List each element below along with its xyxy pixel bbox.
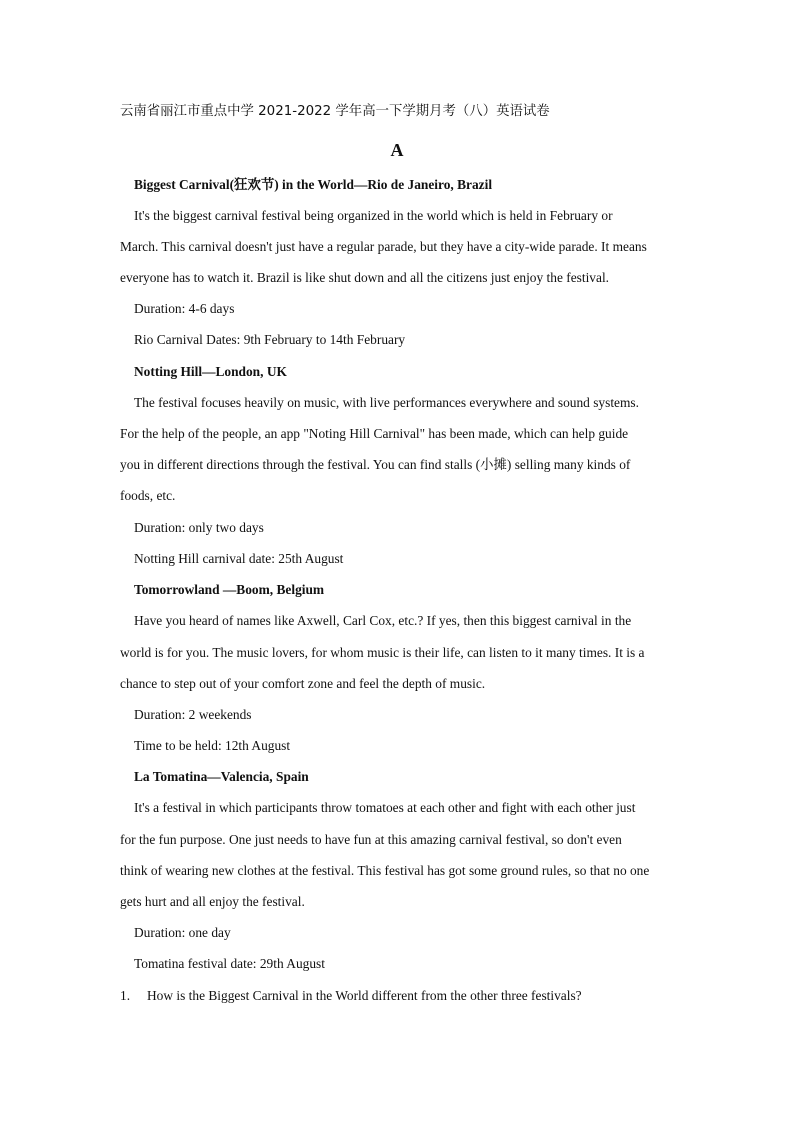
festival-date: Notting Hill carnival date: 25th August <box>134 551 344 566</box>
festival-heading: La Tomatina—Valencia, Spain <box>134 769 309 784</box>
festival-date: Tomatina festival date: 29th August <box>134 956 325 971</box>
festival-duration: Duration: 2 weekends <box>134 707 252 722</box>
paragraph-line: Have you heard of names like Axwell, Carl Cox, etc.? If yes, then this biggest carnival in the <box>134 613 632 628</box>
question-number: 1. <box>120 988 131 1003</box>
paragraph-line: everyone has to watch it. Brazil is like shut down and all the citizens just enjoy the festival. <box>120 270 610 285</box>
section-letter: A <box>390 140 404 160</box>
paragraph-line: for the fun purpose. One just needs to have fun at this amazing carnival festival, so don't even <box>120 832 622 847</box>
paragraph-line: think of wearing new clothes at the festival. This festival has got some ground rules, so that no one <box>120 863 650 878</box>
paragraph-line: For the help of the people, an app "Noting Hill Carnival" has been made, which can help guide <box>120 426 629 441</box>
festival-duration: Duration: 4-6 days <box>134 301 235 316</box>
paragraph-line: It's a festival in which participants throw tomatoes at each other and fight with each other just <box>134 800 636 815</box>
paragraph-line: The festival focuses heavily on music, with live performances everywhere and sound systems. <box>134 395 639 410</box>
exam-title: 云南省丽江市重点中学 2021-2022 学年高一下学期月考（八）英语试卷 <box>120 104 550 119</box>
question-text: How is the Biggest Carnival in the World different from the other three festivals? <box>147 988 582 1003</box>
paragraph-line: world is for you. The music lovers, for whom music is their life, can listen to it many times. It is a <box>120 645 645 660</box>
paragraph-line: you in different directions through the festival. You can find stalls (小摊) selling many kinds of <box>120 457 631 472</box>
festival-duration: Duration: only two days <box>134 520 264 535</box>
paragraph-line: foods, etc. <box>120 488 176 503</box>
festival-heading: Biggest Carnival(狂欢节) in the World—Rio de Janeiro, Brazil <box>134 177 493 192</box>
paragraph-line: It's the biggest carnival festival being organized in the world which is held in February or <box>134 208 613 223</box>
paragraph-line: chance to step out of your comfort zone and feel the depth of music. <box>120 676 486 691</box>
festival-heading: Notting Hill—London, UK <box>134 364 287 379</box>
paragraph-line: March. This carnival doesn't just have a regular parade, but they have a city-wide parade. It means <box>120 239 647 254</box>
festival-heading: Tomorrowland —Boom, Belgium <box>134 582 325 597</box>
festival-date: Time to be held: 12th August <box>134 738 291 753</box>
festival-date: Rio Carnival Dates: 9th February to 14th February <box>134 332 406 347</box>
paragraph-line: gets hurt and all enjoy the festival. <box>120 894 305 909</box>
festival-duration: Duration: one day <box>134 925 231 940</box>
